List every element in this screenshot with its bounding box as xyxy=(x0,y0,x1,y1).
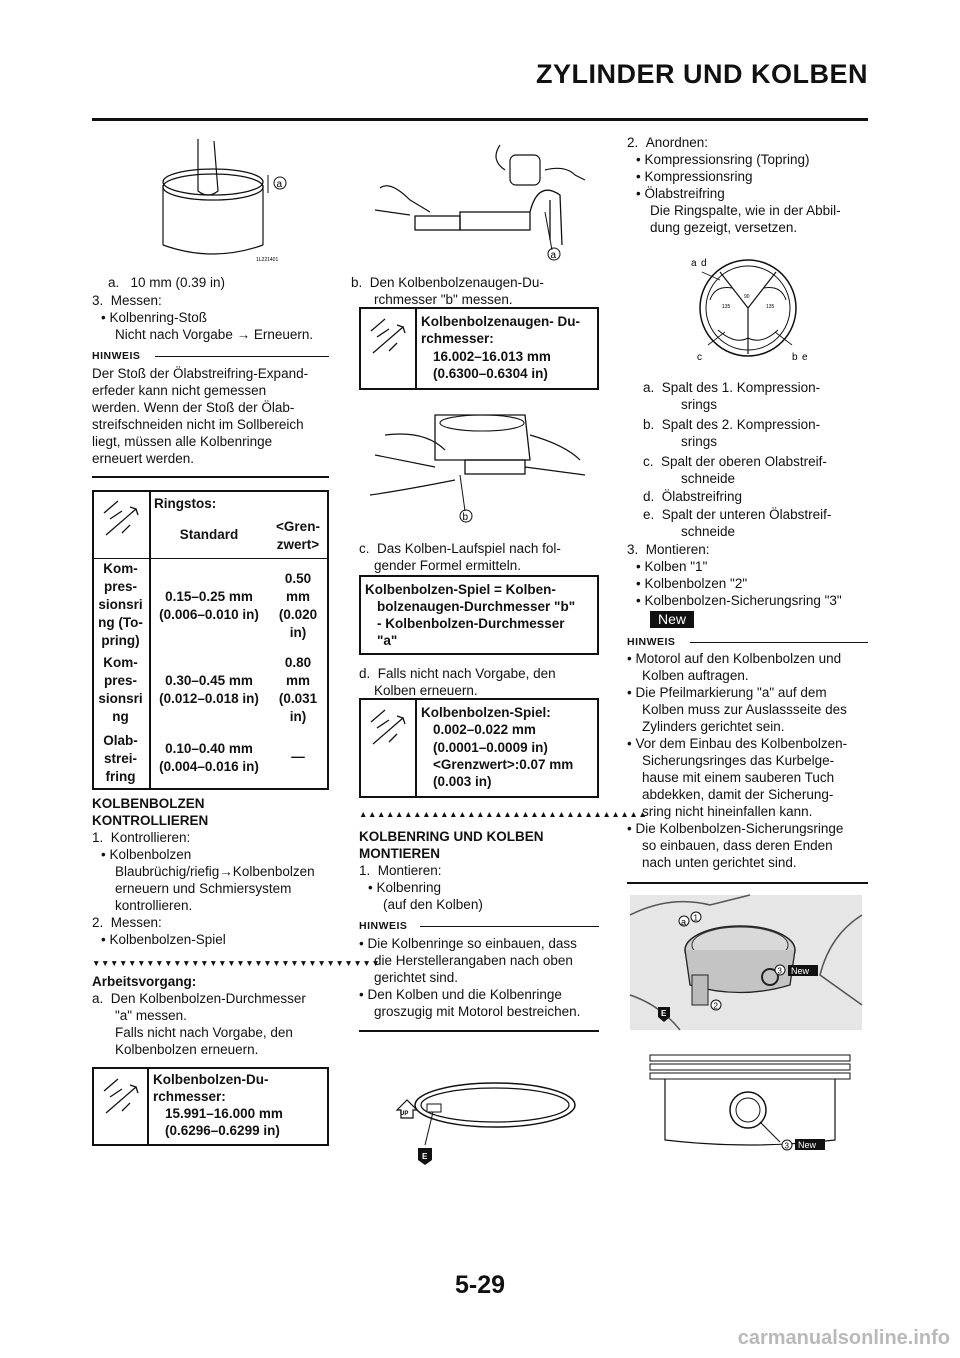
hinweis-line: • Den Kolben und die Kolbenringe xyxy=(359,987,562,1002)
svg-text:e: e xyxy=(802,352,808,363)
spec-divider xyxy=(415,307,417,390)
step-3-item: • Kolbenring-Stoß xyxy=(101,310,208,325)
step-d-line: Kolben erneuern. xyxy=(374,683,478,698)
step-3: 3. Montieren: xyxy=(627,542,710,557)
step-2-item: • Kompressionsring (Topring) xyxy=(636,152,810,167)
step-2-line: dung gezeigt, versetzen. xyxy=(650,220,798,235)
formula-line: - Kolbenbolzen-Durchmesser xyxy=(377,616,565,631)
hinweis-line: die Herstellerangaben nach oben xyxy=(374,953,573,968)
step-3: 3. Messen: xyxy=(92,293,162,308)
step-2: 2. Messen: xyxy=(92,915,162,930)
step-2-item: • Kolbenbolzen-Spiel xyxy=(101,932,226,947)
hinweis-rule xyxy=(690,642,868,643)
hinweis-line: Kolben auftragen. xyxy=(642,668,749,683)
hinweis-line: nach unten gerichtet sind. xyxy=(642,855,797,870)
hinweis-line: • Die Kolbenringe so einbauen, dass xyxy=(359,936,577,951)
step-b-line: rchmesser "b" messen. xyxy=(374,292,513,307)
hinweis-line: werden. Wenn der Stoß der Ölab- xyxy=(92,400,295,415)
hinweis-end-rule xyxy=(359,1030,599,1032)
svg-text:135: 135 xyxy=(766,304,775,310)
legend-item: b. Spalt des 2. Kompression- xyxy=(643,417,821,432)
spec-line: Kolbenbolzen-Du- xyxy=(153,1072,269,1087)
step-2-line: Die Ringspalte, wie in der Abbil- xyxy=(650,203,841,218)
section-heading: KONTROLLIEREN xyxy=(92,813,209,828)
step-1-item: • Kolbenbolzen xyxy=(101,847,192,862)
svg-text:b: b xyxy=(462,512,469,523)
hinweis-line: Der Stoß der Ölabstreifring-Expand- xyxy=(92,366,309,381)
hinweis-line: hause mit einem sauberen Tuch xyxy=(642,770,835,785)
hinweis-line: erfeder kann nicht gemessen xyxy=(92,383,267,398)
hinweis-label: HINWEIS xyxy=(359,920,408,932)
page-number: 5-29 xyxy=(454,1271,506,1299)
piston-ring-gap-figure xyxy=(150,135,300,265)
hinweis-line: • Die Kolbenbolzen-Sicherungsringe xyxy=(627,821,844,836)
step-b-line: b. Den Kolbenbolzenaugen-Du- xyxy=(351,275,544,290)
step-1: 1. Montieren: xyxy=(359,863,442,878)
svg-text:a: a xyxy=(550,250,557,261)
step-1-line: kontrollieren. xyxy=(115,898,193,913)
caliper-icon xyxy=(100,1075,142,1117)
legend-item: srings xyxy=(681,397,718,412)
step-1-sub: (auf den Kolben) xyxy=(383,897,483,912)
new-badge: New xyxy=(650,611,694,628)
step-3-item: • Kolbenbolzen-Sicherungsring "3" xyxy=(636,593,842,608)
step-3-note: Nicht nach Vorgabe → Erneuern. xyxy=(115,327,314,342)
step-a-line: Falls nicht nach Vorgabe, den xyxy=(115,1025,293,1040)
spec-divider xyxy=(415,698,417,798)
section-heading: MONTIEREN xyxy=(359,846,440,861)
new-badge-wrap xyxy=(650,611,694,628)
spec-line: 16.002–16.013 mm xyxy=(433,349,551,364)
spec-line: rchmesser: xyxy=(153,1089,226,1104)
step-a-line: a. Den Kolbenbolzen-Durchmesser xyxy=(92,991,306,1006)
hinweis-line: sring nicht hineinfallen kann. xyxy=(642,804,813,819)
table-row-standard: 0.10–0.40 mm (0.004–0.016 in) xyxy=(159,741,259,774)
table-row-limit: — xyxy=(291,749,305,764)
step-d-line: d. Falls nicht nach Vorgabe, den xyxy=(359,666,556,681)
hinweis-line: • Motorol auf den Kolbenbolzen und xyxy=(627,651,842,666)
micrometer-figure xyxy=(370,140,595,265)
caption-a: a. 10 mm (0.39 in) xyxy=(108,275,226,290)
hinweis-line: liegt, müssen alle Kolbenringe xyxy=(92,434,273,449)
step-1-line: Blaubrüchig/riefig→Kolbenbolzen xyxy=(115,864,315,879)
spec-line: rchmesser: xyxy=(421,331,494,346)
svg-text:1L221401: 1L221401 xyxy=(256,257,279,263)
table-row-limit: 0.50 mm (0.020 in) xyxy=(278,571,318,640)
hinweis-line: erneuert werden. xyxy=(92,451,195,466)
svg-text:d: d xyxy=(701,258,707,269)
piston-installation-photo xyxy=(630,895,862,1030)
step-2-item: • Kompressionsring xyxy=(636,169,753,184)
hinweis-line: abdekken, damit der Sicherung- xyxy=(642,787,834,802)
svg-text:E: E xyxy=(422,1152,428,1161)
footer-watermark[interactable]: carmanualsonline.info xyxy=(737,1327,950,1349)
table-title: Ringstos: xyxy=(154,496,217,511)
spec-line: (0.6300–0.6304 in) xyxy=(433,366,548,381)
legend-item: a. Spalt des 1. Kompression- xyxy=(643,380,821,395)
formula-line: "a" xyxy=(377,633,398,648)
spec-line: (0.0001–0.0009 in) xyxy=(433,740,548,755)
table-row-label: Kom- pres- sionsri ng (To- pring) xyxy=(98,561,143,648)
svg-text:b: b xyxy=(792,352,798,363)
piston-ring-up-mark-figure xyxy=(385,1070,585,1170)
svg-text:a: a xyxy=(691,258,697,269)
spec-line: Kolbenbolzenaugen- Du- xyxy=(421,314,580,329)
spec-line: 0.002–0.022 mm xyxy=(433,722,536,737)
step-c-line: gender Formel ermitteln. xyxy=(374,558,522,573)
svg-text:1: 1 xyxy=(693,913,698,923)
arbeitsvorgang-label: Arbeitsvorgang: xyxy=(92,974,197,989)
hinweis-label: HINWEIS xyxy=(92,350,141,362)
piston-circlip-figure xyxy=(630,1050,862,1160)
legend-item: schneide xyxy=(681,524,736,539)
table-row-label: Olab- strei- fring xyxy=(103,733,138,784)
hinweis-line: gerichtet sind. xyxy=(374,970,459,985)
triangle-row-up: ▲▲▲▲▲▲▲▲▲▲▲▲▲▲▲▲▲▲▲▲▲▲▲▲▲▲▲▲▲▲▲▲ xyxy=(359,809,648,819)
formula-line: bolzenaugen-Durchmesser "b" xyxy=(377,599,576,614)
svg-text:3: 3 xyxy=(777,966,782,976)
spec-line: 15.991–16.000 mm xyxy=(165,1106,283,1121)
page-title: ZYLINDER UND KOLBEN xyxy=(536,59,868,89)
hinweis-rule xyxy=(155,356,329,357)
spec-line: (0.003 in) xyxy=(433,774,492,789)
step-3-item: • Kolbenbolzen "2" xyxy=(636,576,748,591)
step-2-item: • Ölabstreifring xyxy=(636,186,725,201)
section-heading: KOLBENRING UND KOLBEN xyxy=(359,829,544,844)
caliper-icon xyxy=(367,706,409,748)
svg-text:a: a xyxy=(681,917,687,927)
hinweis-end-rule xyxy=(627,882,868,884)
legend-item: e. Spalt der unteren Ölabstreif- xyxy=(643,507,832,522)
step-a-line: "a" messen. xyxy=(115,1008,187,1023)
hinweis-label: HINWEIS xyxy=(627,636,676,648)
spec-line: Kolbenbolzen-Spiel: xyxy=(421,705,551,720)
svg-text:E: E xyxy=(661,1009,667,1018)
piston-bore-measure-figure xyxy=(365,405,595,525)
step-1-line: erneuern und Schmiersystem xyxy=(115,881,292,896)
hinweis-line: • Die Pfeilmarkierung "a" auf dem xyxy=(627,685,827,700)
table-row-label: Kom- pres- sionsri ng xyxy=(98,655,143,724)
table-head-standard: Standard xyxy=(179,527,239,542)
hinweis-line: • Vor dem Einbau des Kolbenbolzen- xyxy=(627,736,848,751)
triangle-row-down: ▼▼▼▼▼▼▼▼▼▼▼▼▼▼▼▼▼▼▼▼▼▼▼▼▼▼▼▼▼▼▼▼ xyxy=(92,958,381,968)
hinweis-rule xyxy=(420,926,599,927)
spec-line: <Grenzwert>:0.07 mm xyxy=(433,757,574,772)
svg-text:90: 90 xyxy=(744,294,750,300)
svg-text:New: New xyxy=(798,1140,817,1150)
hinweis-line: streifschneiden nicht im Sollbereich xyxy=(92,417,304,432)
table-row-standard: 0.30–0.45 mm (0.012–0.018 in) xyxy=(159,673,259,706)
caliper-icon xyxy=(367,315,409,357)
hinweis-end-rule xyxy=(92,476,329,478)
legend-item: c. Spalt der oberen Olabstreif- xyxy=(643,454,827,469)
svg-text:New: New xyxy=(791,966,810,976)
step-1: 1. Kontrollieren: xyxy=(92,830,191,845)
table-row-limit: 0.80 mm (0.031 in) xyxy=(278,655,318,724)
table-head-limit: <Gren- zwert> xyxy=(276,519,320,552)
hinweis-line: Zylinders gerichtet sein. xyxy=(642,719,785,734)
step-c-line: c. Das Kolben-Laufspiel nach fol- xyxy=(359,541,561,556)
spec-line: (0.6296–0.6299 in) xyxy=(165,1123,280,1138)
svg-text:UP: UP xyxy=(400,1111,409,1117)
step-1-item: • Kolbenring xyxy=(368,880,442,895)
spec-divider xyxy=(147,1067,149,1146)
table-divider xyxy=(92,558,329,559)
ring-gap-position-diagram xyxy=(680,250,820,370)
svg-text:a: a xyxy=(276,179,283,190)
legend-item: schneide xyxy=(681,471,736,486)
legend-item: d. Ölabstreifring xyxy=(643,489,743,504)
svg-text:c: c xyxy=(697,352,702,363)
header-rule xyxy=(92,118,868,121)
svg-text:3: 3 xyxy=(784,1141,789,1151)
hinweis-line: groszugig mit Motorol bestreichen. xyxy=(374,1004,581,1019)
legend-item: srings xyxy=(681,434,718,449)
hinweis-line: so einbauen, dass deren Enden xyxy=(642,838,833,853)
svg-text:135: 135 xyxy=(722,304,731,310)
hinweis-line: Sicherungsringes das Kurbelge- xyxy=(642,753,835,768)
table-row-standard: 0.15–0.25 mm (0.006–0.010 in) xyxy=(159,589,259,622)
formula-line: Kolbenbolzen-Spiel = Kolben- xyxy=(365,582,556,597)
step-3-item: • Kolben "1" xyxy=(636,559,708,574)
hinweis-line: Kolben muss zur Auslassseite des xyxy=(642,702,847,717)
step-a-line: Kolbenbolzen erneuern. xyxy=(115,1042,259,1057)
svg-text:2: 2 xyxy=(713,1001,718,1011)
caliper-icon xyxy=(100,497,142,539)
step-2: 2. Anordnen: xyxy=(627,135,709,150)
section-heading: KOLBENBOLZEN xyxy=(92,796,205,811)
